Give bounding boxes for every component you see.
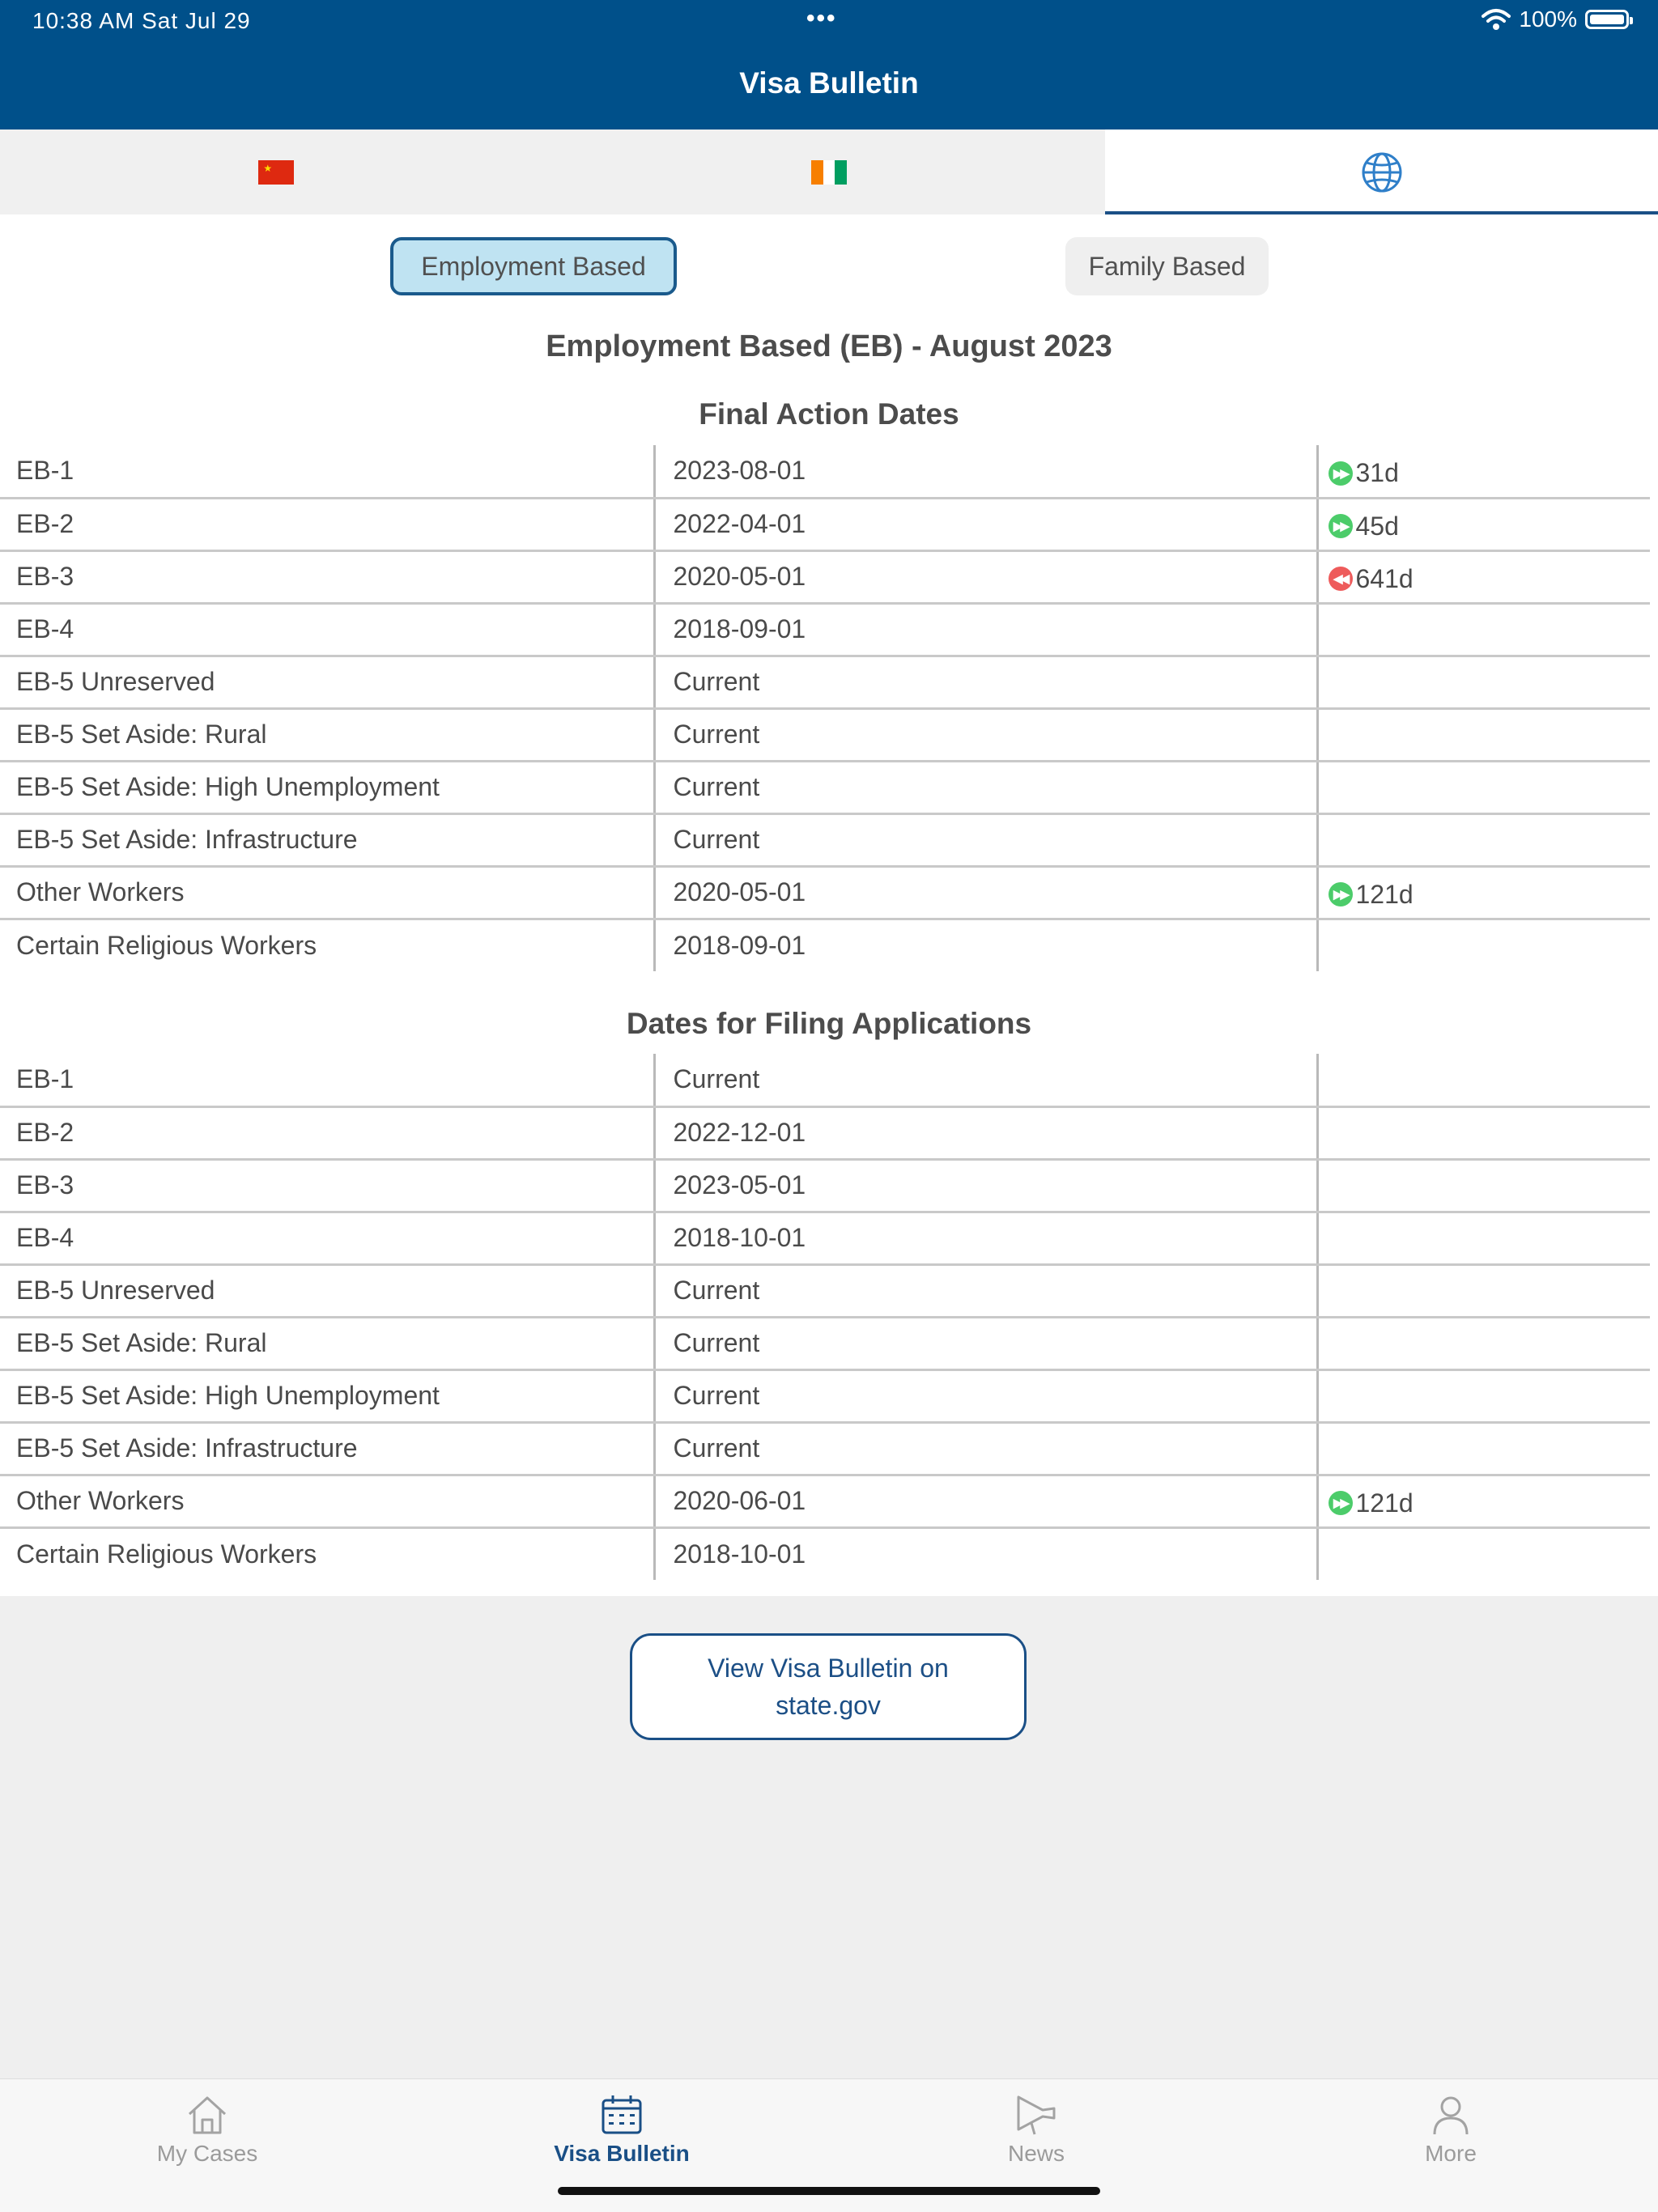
table-row <box>0 1422 1650 1475</box>
table-row <box>0 1317 1650 1369</box>
category-cell: Other Workers <box>0 1475 654 1527</box>
movement-cell <box>1317 1159 1650 1212</box>
movement-cell <box>1317 1527 1650 1580</box>
status-time: 10:38 AM Sat Jul 29 <box>32 8 251 33</box>
category-cell: EB-2 <box>0 498 654 550</box>
filing-dates-title: Dates for Filing Applications <box>626 1007 1032 1040</box>
category-cell: EB-5 Set Aside: Rural <box>0 708 654 761</box>
category-cell: EB-4 <box>0 603 654 656</box>
category-cell: EB-1 <box>0 1054 654 1106</box>
table-row <box>0 866 1650 919</box>
table-row <box>0 1159 1650 1212</box>
home-icon <box>185 2092 230 2138</box>
table-row <box>0 1527 1650 1580</box>
table-row <box>0 1475 1650 1527</box>
china-flag-icon: ★ <box>258 160 294 185</box>
category-cell: EB-5 Set Aside: Rural <box>0 1317 654 1369</box>
category-cell: Other Workers <box>0 866 654 919</box>
category-cell: EB-4 <box>0 1212 654 1264</box>
table-row <box>0 1264 1650 1317</box>
date-cell: Current <box>654 1317 1317 1369</box>
movement-days: 641d <box>1355 563 1414 593</box>
page-title: Visa Bulletin <box>739 66 919 100</box>
battery-percent: 100% <box>1519 6 1577 32</box>
category-cell: EB-5 Set Aside: High Unemployment <box>0 1369 654 1422</box>
tab-my-cases[interactable] <box>0 2079 414 2212</box>
filing-dates-table <box>0 1054 1650 1580</box>
tab-more[interactable] <box>1244 2079 1658 2212</box>
megaphone-icon <box>1014 2092 1059 2138</box>
date-cell: 2020-05-01 <box>654 550 1317 603</box>
date-cell: 2018-10-01 <box>654 1212 1317 1264</box>
family-based-button[interactable]: Family Based <box>1065 237 1269 295</box>
table-row <box>0 1054 1650 1106</box>
fast-forward-icon: ▶▶ <box>1329 882 1353 906</box>
date-cell: 2022-04-01 <box>654 498 1317 550</box>
date-cell: 2022-12-01 <box>654 1106 1317 1159</box>
table-row <box>0 445 1650 498</box>
table-row <box>0 919 1650 971</box>
movement-cell <box>1317 1106 1650 1159</box>
final-action-dates-table <box>0 445 1650 971</box>
view-on-state-gov-button[interactable]: View Visa Bulletin on state.gov <box>630 1633 1027 1740</box>
tab-china[interactable] <box>0 129 553 214</box>
movement-cell <box>1317 1212 1650 1264</box>
employment-based-button[interactable]: Employment Based <box>390 237 677 295</box>
table-row <box>0 1369 1650 1422</box>
calendar-icon <box>599 2092 644 2138</box>
tab-more-label: More <box>1425 2141 1477 2166</box>
fast-forward-icon: ▶▶ <box>1329 461 1353 486</box>
movement-cell <box>1317 919 1650 971</box>
date-cell: Current <box>654 1422 1317 1475</box>
table-row <box>0 1106 1650 1159</box>
date-cell: 2023-05-01 <box>654 1159 1317 1212</box>
movement-cell <box>1317 550 1650 603</box>
category-cell: EB-5 Set Aside: Infrastructure <box>0 813 654 866</box>
bulletin-content <box>0 214 1658 1596</box>
movement-cell <box>1317 1422 1650 1475</box>
country-tabs <box>0 129 1658 214</box>
movement-cell <box>1317 866 1650 919</box>
table-row <box>0 656 1650 708</box>
movement-indicator <box>1329 458 1399 488</box>
final-action-dates-title: Final Action Dates <box>699 397 959 431</box>
date-cell: 2018-09-01 <box>654 919 1317 971</box>
tab-news-label: News <box>1007 2141 1065 2166</box>
movement-cell <box>1317 1369 1650 1422</box>
bulletin-heading: Employment Based (EB) - August 2023 <box>546 329 1112 363</box>
navigation-bar <box>0 0 1658 129</box>
date-cell: 2020-05-01 <box>654 866 1317 919</box>
table-row <box>0 708 1650 761</box>
table-row <box>0 498 1650 550</box>
movement-days: 45d <box>1355 511 1399 541</box>
date-cell: 2018-09-01 <box>654 603 1317 656</box>
fast-forward-icon: ▶▶ <box>1329 514 1353 538</box>
movement-cell <box>1317 498 1650 550</box>
category-cell: EB-2 <box>0 1106 654 1159</box>
category-cell: EB-3 <box>0 1159 654 1212</box>
table-row <box>0 550 1650 603</box>
movement-cell <box>1317 761 1650 813</box>
tab-ivory-coast[interactable] <box>553 129 1106 214</box>
table-row <box>0 813 1650 866</box>
fast-forward-icon: ▶▶ <box>1329 1491 1353 1515</box>
date-cell: Current <box>654 1369 1317 1422</box>
category-cell: EB-5 Unreserved <box>0 1264 654 1317</box>
date-cell: Current <box>654 656 1317 708</box>
home-indicator <box>558 2187 1100 2195</box>
date-cell: 2023-08-01 <box>654 445 1317 498</box>
movement-cell <box>1317 1475 1650 1527</box>
tab-my-cases-label: My Cases <box>156 2141 258 2166</box>
movement-indicator <box>1329 512 1399 541</box>
tab-visa-bulletin-label: Visa Bulletin <box>554 2141 690 2166</box>
date-cell: 2018-10-01 <box>654 1527 1317 1580</box>
table-row <box>0 1212 1650 1264</box>
category-cell: Certain Religious Workers <box>16 930 317 960</box>
date-cell: Current <box>654 1054 1317 1106</box>
movement-indicator <box>1329 880 1414 910</box>
date-cell: Current <box>654 708 1317 761</box>
status-right <box>1482 6 1629 32</box>
movement-cell <box>1317 1054 1650 1106</box>
rewind-icon: ◀◀ <box>1329 567 1353 591</box>
category-cell: EB-3 <box>0 550 654 603</box>
movement-cell <box>1317 603 1650 656</box>
tab-all-countries[interactable] <box>1105 129 1658 214</box>
date-cell: Current <box>654 1264 1317 1317</box>
date-cell: 2020-06-01 <box>654 1475 1317 1527</box>
movement-indicator <box>1329 564 1414 594</box>
category-cell: Certain Religious Workers <box>16 1539 317 1569</box>
category-cell: EB-5 Set Aside: Infrastructure <box>0 1422 654 1475</box>
battery-icon <box>1585 10 1629 29</box>
movement-cell <box>1317 1317 1650 1369</box>
globe-icon <box>1360 151 1404 194</box>
movement-cell <box>1317 445 1650 498</box>
movement-cell <box>1317 708 1650 761</box>
movement-cell <box>1317 656 1650 708</box>
wifi-icon <box>1482 8 1511 31</box>
movement-days: 31d <box>1355 458 1399 487</box>
table-row <box>0 603 1650 656</box>
category-cell: EB-1 <box>0 445 654 498</box>
category-cell: EB-5 Set Aside: High Unemployment <box>0 761 654 813</box>
movement-days: 121d <box>1355 1488 1414 1518</box>
movement-cell <box>1317 1264 1650 1317</box>
movement-days: 121d <box>1355 879 1414 909</box>
person-icon <box>1428 2092 1473 2138</box>
table-row <box>0 761 1650 813</box>
category-cell: EB-5 Unreserved <box>0 656 654 708</box>
multitasking-dots[interactable]: ••• <box>806 5 837 32</box>
ivory-coast-flag-icon <box>811 160 847 185</box>
movement-cell <box>1317 813 1650 866</box>
movement-indicator <box>1329 1488 1414 1518</box>
date-cell: Current <box>654 761 1317 813</box>
date-cell: Current <box>654 813 1317 866</box>
